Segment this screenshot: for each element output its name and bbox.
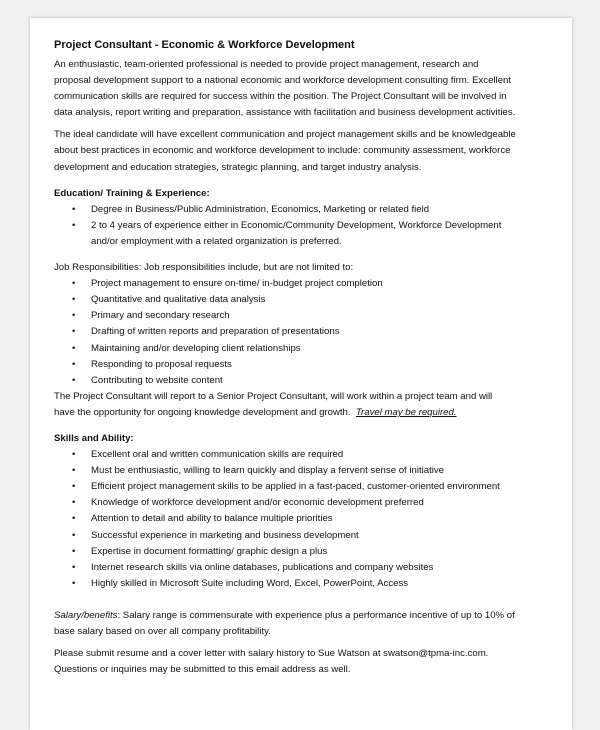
intro-line: proposal development support to a national economic and workforce development consulting firm. Excellent [54,75,512,87]
list-item: • Degree in Business/Public Administration, Economics, Marketing or related field [54,202,554,218]
document-page [30,18,572,730]
education-list [54,202,554,250]
list-item: • Project management to ensure on-time/ in-budget project completion [54,276,554,292]
submission-paragraph: Please submit resume and a cover letter with salary history to Sue Watson at swatson@tpma-inc.com. Questions or inquiries may be submitted to this email address as well. [54,648,489,676]
document-content [54,38,554,678]
list-item: • Knowledge of workforce development and/or economic development preferred [54,495,554,511]
list-item: • 2 to 4 years of experience either in Economic/Community Development, Workforce Development and/or employment with a related organization is preferred. [54,218,554,250]
list-item: • Quantitative and qualitative data analysis [54,292,554,308]
education-heading: Education/ Training & Experience: [54,187,210,199]
list-item: • Attention to detail and ability to balance multiple priorities [54,511,554,527]
list-item: • Efficient project management skills to be applied in a fast-paced, customer-oriented environment [54,479,554,495]
list-item: • Contributing to website content [54,373,554,389]
job-title: Project Consultant - Economic & Workforce Development [54,39,355,51]
skills-heading: Skills and Ability: [54,432,134,444]
ideal-line: development and education strategies, strategic planning, and target industry analysis. [54,161,422,173]
salary-paragraph: Salary/benefits: Salary range is commensurate with experience plus a performance incentive of up to 10% of base salary based on over all company profitability. [54,609,515,637]
intro-line: data analysis, report writing and preparation, assistance with facilitation and business development activities. [54,107,516,119]
list-item: • Internet research skills via online databases, publications and company websites [54,560,554,576]
ideal-candidate-paragraph [54,127,554,175]
list-item: • Successful experience in marketing and business development [54,528,554,544]
reporting-paragraph: The Project Consultant will report to a Senior Project Consultant, will work within a project team and will have the opportunity for ongoing knowledge development and growth. Travel may be required. [54,390,493,418]
intro-paragraph [54,57,554,121]
responsibilities-list [54,276,554,389]
ideal-line: about best practices in economic and workforce development to include: community assessment, workforce [54,145,511,157]
travel-note: Travel may be required. [355,406,457,418]
list-item: • Highly skilled in Microsoft Suite including Word, Excel, PowerPoint, Access [54,576,554,592]
list-item: • Primary and secondary research [54,308,554,324]
skills-list [54,447,554,592]
list-item: • Maintaining and/or developing client relationships [54,341,554,357]
intro-line: An enthusiastic, team-oriented professional is needed to provide project management, research and [54,59,479,70]
list-item: • Must be enthusiastic, willing to learn quickly and display a fervent sense of initiative [54,463,554,479]
list-item: • Responding to proposal requests [54,357,554,373]
responsibilities-heading: Job Responsibilities: [54,262,142,274]
list-item: • Expertise in document formatting/ graphic design a plus [54,544,554,560]
responsibilities-heading-line: Job Responsibilities: Job responsibilities include, but are not limited to: [54,262,354,274]
list-item: • Excellent oral and written communication skills are required [54,447,554,463]
intro-line: communication skills are required for success within the position. The Project Consultant will be involved in [54,91,507,103]
salary-label: Salary/benefits [54,609,118,621]
list-item: • Drafting of written reports and preparation of presentations [54,324,554,340]
ideal-line: The ideal candidate will have excellent communication and project management skills and be knowledgeable [54,129,516,141]
